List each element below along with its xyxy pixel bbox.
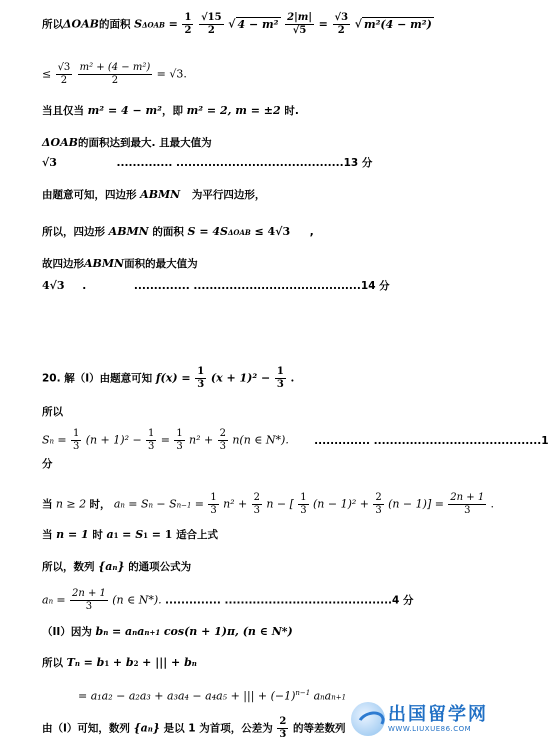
denominator: 3 — [72, 441, 80, 452]
numerator: 1 — [148, 428, 155, 439]
math: m² = 4 − m² — [87, 104, 162, 117]
subscript: n+1 — [331, 693, 347, 702]
problem-20-heading — [42, 366, 294, 391]
subscript: n — [120, 501, 125, 510]
text: 的面积 — [98, 18, 131, 31]
therefore-label — [42, 405, 63, 419]
subscript: n — [191, 659, 197, 668]
subscript: 1 — [113, 531, 119, 540]
subscript: 1 — [143, 531, 149, 540]
n-equals-1-line — [42, 528, 218, 543]
text: 分 — [42, 458, 53, 470]
subscript: n — [103, 628, 109, 637]
text: 时. — [284, 105, 299, 117]
math: f(x) = — [155, 371, 191, 385]
text: 的等差数列 — [293, 722, 346, 735]
max-area-line — [42, 136, 212, 150]
math: {a — [133, 721, 148, 735]
numerator: 2n + 1 — [450, 492, 485, 503]
fraction — [71, 428, 81, 453]
text: （II）因为 — [42, 626, 92, 638]
fraction — [199, 12, 224, 37]
math: − S — [156, 497, 177, 511]
math: . — [490, 497, 495, 511]
math: = — [318, 17, 328, 31]
fraction — [56, 62, 73, 87]
text: 面积的最大值为 — [124, 258, 198, 270]
text: 所以，数列 — [42, 561, 95, 573]
text: 为平行四边形， — [191, 189, 266, 201]
math: ABMN — [140, 188, 181, 201]
subscript: 1 — [104, 659, 110, 668]
math: ≤ 4√3 — [254, 225, 291, 238]
inequality-line — [42, 62, 187, 87]
watermark-url: WWW.LIUXUE86.COM — [388, 724, 472, 733]
denominator: 3 — [464, 505, 471, 516]
numerator: 1 — [176, 428, 183, 439]
numerator: 1 — [276, 366, 284, 377]
parallelogram-line — [42, 188, 265, 202]
denominator: 2 — [184, 25, 192, 36]
text: , — [309, 226, 314, 238]
numerator: 1 — [184, 12, 192, 23]
math: a — [137, 625, 145, 638]
math: cos(n + 1)π, (n ∈ N*) — [163, 625, 293, 638]
site-watermark — [351, 702, 501, 736]
subscript: n — [74, 659, 80, 668]
math: } — [152, 721, 160, 735]
score-line-14 — [42, 279, 390, 293]
quad-area-line — [42, 225, 314, 240]
numerator: 1 — [210, 492, 217, 503]
fraction — [78, 62, 153, 87]
fraction — [448, 492, 486, 517]
math: (n + 1)² − — [85, 433, 142, 447]
tn-sum-line — [42, 656, 197, 671]
numerator: 1 — [300, 492, 307, 503]
math: m² = 2, m = ±2 — [186, 104, 281, 117]
text: 当 — [42, 498, 53, 511]
fraction — [333, 12, 351, 37]
math: (x + 1)² − — [210, 371, 271, 385]
denominator: 3 — [300, 505, 307, 516]
subscript: n−1 — [176, 501, 192, 510]
numerator: √15 — [201, 12, 222, 23]
denominator: 3 — [176, 441, 183, 452]
text: 由题意可知，四边形 — [42, 189, 137, 201]
math: T — [66, 656, 75, 669]
numerator: 2|m| — [287, 12, 312, 23]
math: n = 1 — [56, 528, 89, 541]
subscript: ΔOAB — [142, 20, 165, 30]
math: a — [42, 593, 49, 607]
area-formula-line — [42, 12, 434, 37]
math: a — [324, 689, 332, 703]
text: . — [82, 280, 87, 292]
fraction — [275, 366, 286, 391]
denominator: 2 — [337, 25, 345, 36]
fraction — [277, 716, 288, 741]
subscript: n — [112, 563, 118, 572]
text: 的面积达到最大. 且最大值为 — [77, 137, 212, 149]
subscript: n — [147, 724, 153, 734]
an-derivation-line — [42, 492, 494, 517]
numerator: 2 — [279, 716, 287, 727]
text: 当 — [42, 529, 53, 541]
math: {a — [98, 560, 113, 573]
numerator: 1 — [72, 428, 80, 439]
numerator: 2 — [219, 428, 226, 439]
fraction — [285, 12, 314, 37]
denominator: 3 — [279, 729, 287, 740]
math: n² + — [189, 433, 214, 447]
fraction — [182, 12, 193, 37]
math: = — [160, 433, 170, 447]
text: 是以 1 为首项，公差为 — [163, 722, 273, 735]
text: 当且仅当 — [42, 105, 84, 117]
text: 时， — [89, 498, 111, 511]
math: = — [168, 17, 178, 31]
text: 的通项公式为 — [128, 561, 192, 573]
math: 4√3 — [42, 279, 65, 292]
score-marker: .............. ..........................................13 分 — [116, 157, 373, 169]
denominator: 3 — [219, 441, 226, 452]
quad-max-line — [42, 257, 198, 271]
math: = S — [128, 497, 149, 511]
subscript: n — [49, 437, 55, 446]
denominator: 2 — [60, 75, 68, 86]
general-term-line — [42, 560, 191, 575]
denominator: 3 — [197, 379, 205, 390]
numerator: 1 — [197, 366, 205, 377]
fraction — [70, 588, 108, 613]
subscript: n+1 — [144, 628, 161, 637]
denominator: 3 — [253, 505, 260, 516]
sn-formula-line — [42, 428, 549, 453]
score-line-13 — [42, 156, 372, 170]
fraction — [195, 366, 206, 391]
subscript: n — [148, 501, 154, 510]
math: = — [194, 497, 204, 511]
math: (n − 1)² + — [313, 497, 369, 511]
fraction — [174, 428, 184, 453]
math: + b — [112, 656, 134, 669]
math: S = 4S — [187, 225, 228, 238]
math: n(n ∈ N*). — [232, 433, 289, 447]
subscript: n — [132, 628, 138, 637]
numerator: m² + (4 − m²) — [79, 62, 151, 73]
text: 20. 解（I）由题意可知 — [42, 372, 153, 385]
math: ΔOAB — [63, 17, 99, 31]
denominator: 2 — [111, 75, 119, 86]
watermark-text — [388, 705, 488, 734]
math: (n − 1)] = — [388, 497, 444, 511]
text: 时 — [92, 529, 103, 541]
math: + ||| + b — [142, 656, 192, 669]
math: ≤ — [42, 67, 52, 81]
math: n ≥ 2 — [55, 497, 87, 511]
math: S — [134, 17, 143, 31]
math: . — [290, 371, 295, 385]
numerator: √3 — [57, 62, 71, 73]
numerator: 2 — [375, 492, 382, 503]
math: ABMN — [84, 257, 125, 270]
score-unit-1 — [42, 457, 53, 471]
globe-logo-icon — [351, 702, 385, 736]
subscript: ΔOAB — [227, 228, 251, 237]
math: = b — [83, 656, 105, 669]
part-ii-line — [42, 625, 293, 640]
math: (n ∈ N*). — [112, 593, 162, 607]
math: b — [95, 625, 104, 638]
fraction — [252, 492, 262, 517]
radicand: 4 − m² — [237, 17, 279, 31]
text: 所以 — [42, 18, 63, 31]
math: = a — [111, 625, 133, 638]
tn-expansion-line — [78, 686, 346, 705]
text: 所以 — [42, 406, 63, 418]
text: 由（I）可知，数列 — [42, 722, 130, 735]
text: 所以，四边形 — [42, 226, 105, 238]
an-result-line — [42, 588, 414, 613]
fraction — [208, 492, 218, 517]
math: } — [117, 560, 125, 573]
math: = — [56, 593, 66, 607]
subscript: 2 — [133, 659, 139, 668]
fraction — [218, 428, 228, 453]
denominator: 3 — [85, 601, 93, 612]
math: S — [42, 433, 50, 447]
sqrt-sign: √ — [228, 17, 236, 31]
fraction — [298, 492, 308, 517]
radicand: m²(4 − m²) — [363, 17, 432, 31]
denominator: 3 — [210, 505, 217, 516]
score-marker: .............. ..........................................1 — [314, 434, 549, 447]
math: a — [106, 528, 114, 541]
math: a — [113, 497, 121, 511]
math: = S — [122, 528, 144, 541]
score-marker: .............. ..........................................4 分 — [165, 594, 414, 607]
subscript: n — [320, 693, 325, 702]
numerator: 2n + 1 — [71, 588, 106, 599]
math: = a₁a₂ − a₂a₃ + a₃a₄ − a₄a₅ + ||| + (−1) — [78, 689, 296, 703]
text: 所以 — [42, 657, 63, 669]
numerator: √3 — [334, 12, 349, 23]
denominator: 3 — [276, 379, 284, 390]
arithmetic-seq-line — [42, 716, 346, 741]
text: 适合上式 — [176, 529, 219, 541]
text: 故四边形 — [42, 258, 84, 270]
text: 的面积 — [152, 226, 184, 238]
denominator: 2 — [207, 25, 215, 36]
text: ，即 — [161, 105, 183, 117]
numerator: 2 — [253, 492, 260, 503]
math: a — [313, 689, 321, 703]
math: ΔOAB — [42, 136, 78, 149]
math: ABMN — [108, 225, 149, 238]
math: √3 — [42, 156, 57, 169]
equality-condition-line — [42, 104, 299, 118]
math: = √3. — [156, 67, 187, 81]
math: n − [ — [266, 497, 294, 511]
sqrt-sign: √ — [354, 17, 362, 31]
denominator: √5 — [292, 25, 307, 36]
superscript: n−1 — [295, 689, 311, 697]
fraction — [146, 428, 156, 453]
denominator: 3 — [375, 505, 382, 516]
math: n² + — [223, 497, 248, 511]
subscript: n — [48, 597, 54, 606]
math: = — [57, 433, 67, 447]
math: = 1 — [151, 528, 173, 541]
fraction — [373, 492, 383, 517]
score-marker: .............. ..........................................14 分 — [133, 280, 390, 292]
watermark-title: 出国留学网 — [388, 703, 488, 725]
denominator: 3 — [148, 441, 155, 452]
